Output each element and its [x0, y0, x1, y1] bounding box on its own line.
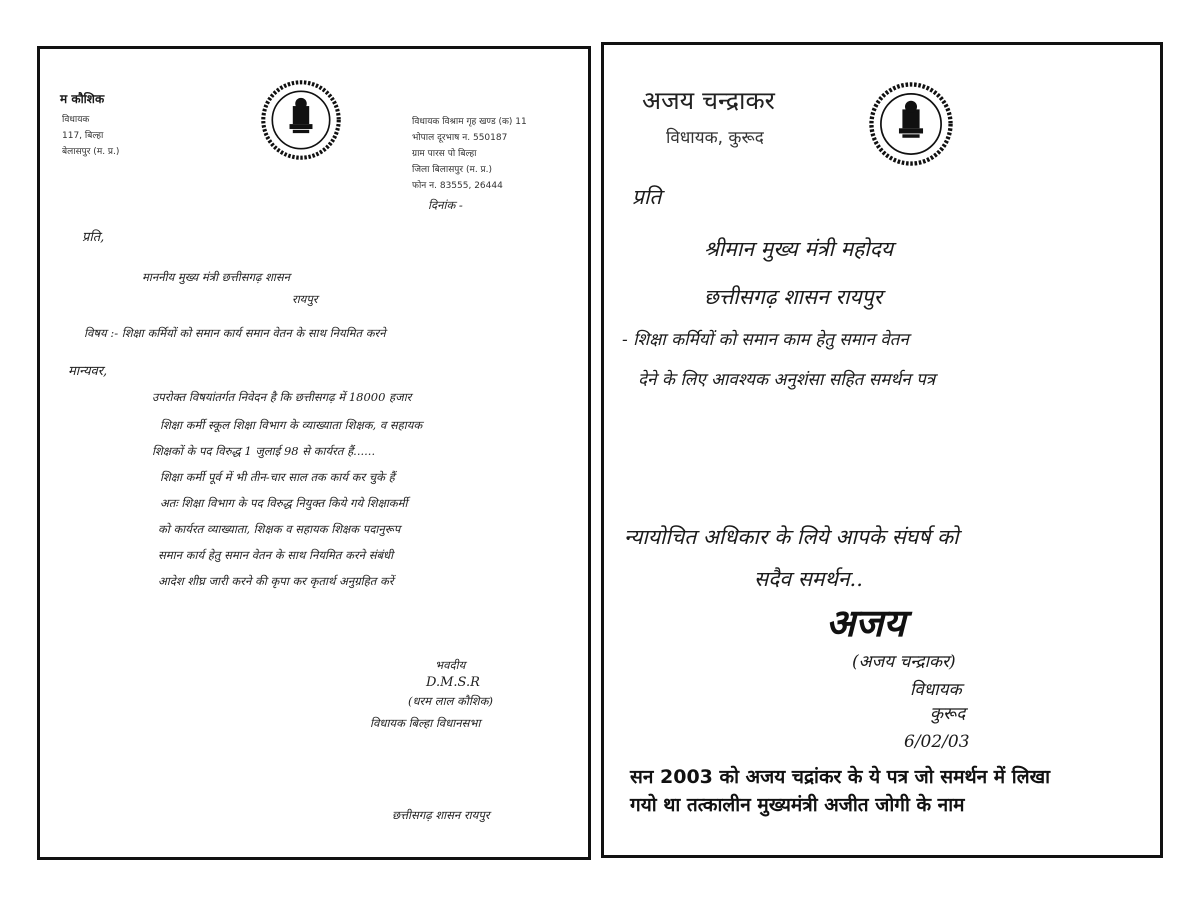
signatory-designation: विधायक बिल्हा विधानसभा [370, 716, 481, 730]
sender-designation: विधायक, कुरूद [666, 128, 764, 148]
letter-date: दिनांक - [428, 198, 463, 212]
letter-date: 6/02/03 [904, 732, 970, 752]
signatory-name: (धरम लाल कौशिक) [408, 694, 493, 708]
salutation-to: प्रति [632, 185, 662, 209]
signatory-place: कुरूद [930, 704, 966, 724]
signature: D.M.S.R [426, 675, 480, 690]
sender-constituency: 117, बिल्हा [62, 131, 104, 141]
body-line: शिक्षा कर्मी स्कूल शिक्षा विभाग के व्याख्याता शिक्षक, व सहायक [160, 418, 423, 432]
subject-line-1: - शिक्षा कर्मियों को समान काम हेतु समान वेतन [622, 330, 909, 350]
support-line-1: न्यायोचित अधिकार के लिये आपके संघर्ष को [624, 525, 959, 549]
recipient-city: रायपुर [292, 292, 318, 306]
emblem-seal-icon [260, 79, 342, 161]
address-line-4: जिला बिलासपुर (म. प्र.) [412, 165, 493, 175]
body-line: शिक्षा कर्मी पूर्व में भी तीन-चार साल तक कार्य कर चुके हैं [160, 470, 395, 484]
body-line: उपरोक्त विषयांतर्गत निवेदन है कि छत्तीसगढ़ में 18000 हजार [152, 390, 412, 404]
address-line-2: भोपाल दूरभाष न. 550187 [412, 133, 508, 143]
recipient: माननीय मुख्य मंत्री छत्तीसगढ़ शासन [142, 270, 291, 284]
body-line: समान कार्य हेतु समान वेतन के साथ नियमित करने संबंधी [158, 548, 394, 562]
address-line-3: ग्राम पारस पो बिल्हा [412, 149, 477, 159]
support-line-2: सदैव समर्थन.. [754, 567, 863, 591]
signatory-name: (अजय चन्द्राकर) [852, 652, 956, 672]
body-line: को कार्यरत व्याख्याता, शिक्षक व सहायक शिक्षक पदानुरूप [158, 522, 401, 536]
recipient: श्रीमान मुख्य मंत्री महोदय [704, 237, 894, 261]
caption-line-2: गयो था तत्कालीन मुख्यमंत्री अजीत जोगी के नाम [630, 794, 965, 816]
body-line: आदेश शीघ्र जारी करने की कृपा कर कृतार्थ अनुग्रहित करें [158, 574, 394, 588]
address-line-1: विधायक विश्राम गृह खण्ड (क) 11 [412, 117, 527, 127]
sender-name: अजय चन्द्राकर [642, 86, 775, 115]
sender-name: म कौशिक [60, 92, 105, 106]
caption-line-1: सन 2003 को अजय चद्रांकर के ये पत्र जो समर्थन में लिखा [630, 766, 1051, 788]
body-line: शिक्षकों के पद विरुद्ध 1 जुलाई 98 से कार्यरत हैं...... [152, 444, 376, 458]
subject: विषय :- शिक्षा कर्मियों को समान कार्य समान वेतन के साथ नियमित करने [84, 326, 386, 340]
sender-designation: विधायक [62, 115, 90, 125]
footer-note: छत्तीसगढ़ शासन रायपुर [392, 808, 490, 822]
signature: अजय [826, 600, 906, 645]
emblem-seal-icon [868, 81, 954, 167]
letter-left [37, 46, 591, 860]
subject-line-2: देने के लिए आवश्यक अनुशंसा सहित समर्थन पत्र [638, 370, 936, 390]
closing: भवदीय [435, 658, 466, 672]
salutation-to: प्रति, [82, 230, 105, 245]
letter-right [601, 42, 1163, 858]
body-line: अतः शिक्षा विभाग के पद विरुद्ध नियुक्त किये गये शिक्षाकर्मी [160, 496, 408, 510]
signatory-designation: विधायक [910, 680, 962, 700]
recipient-address: छत्तीसगढ़ शासन रायपुर [704, 285, 883, 309]
address-line-5: फोन न. 83555, 26444 [412, 181, 503, 191]
sender-district: बेलासपुर (म. प्र.) [62, 147, 120, 157]
greeting: मान्यवर, [68, 364, 108, 379]
